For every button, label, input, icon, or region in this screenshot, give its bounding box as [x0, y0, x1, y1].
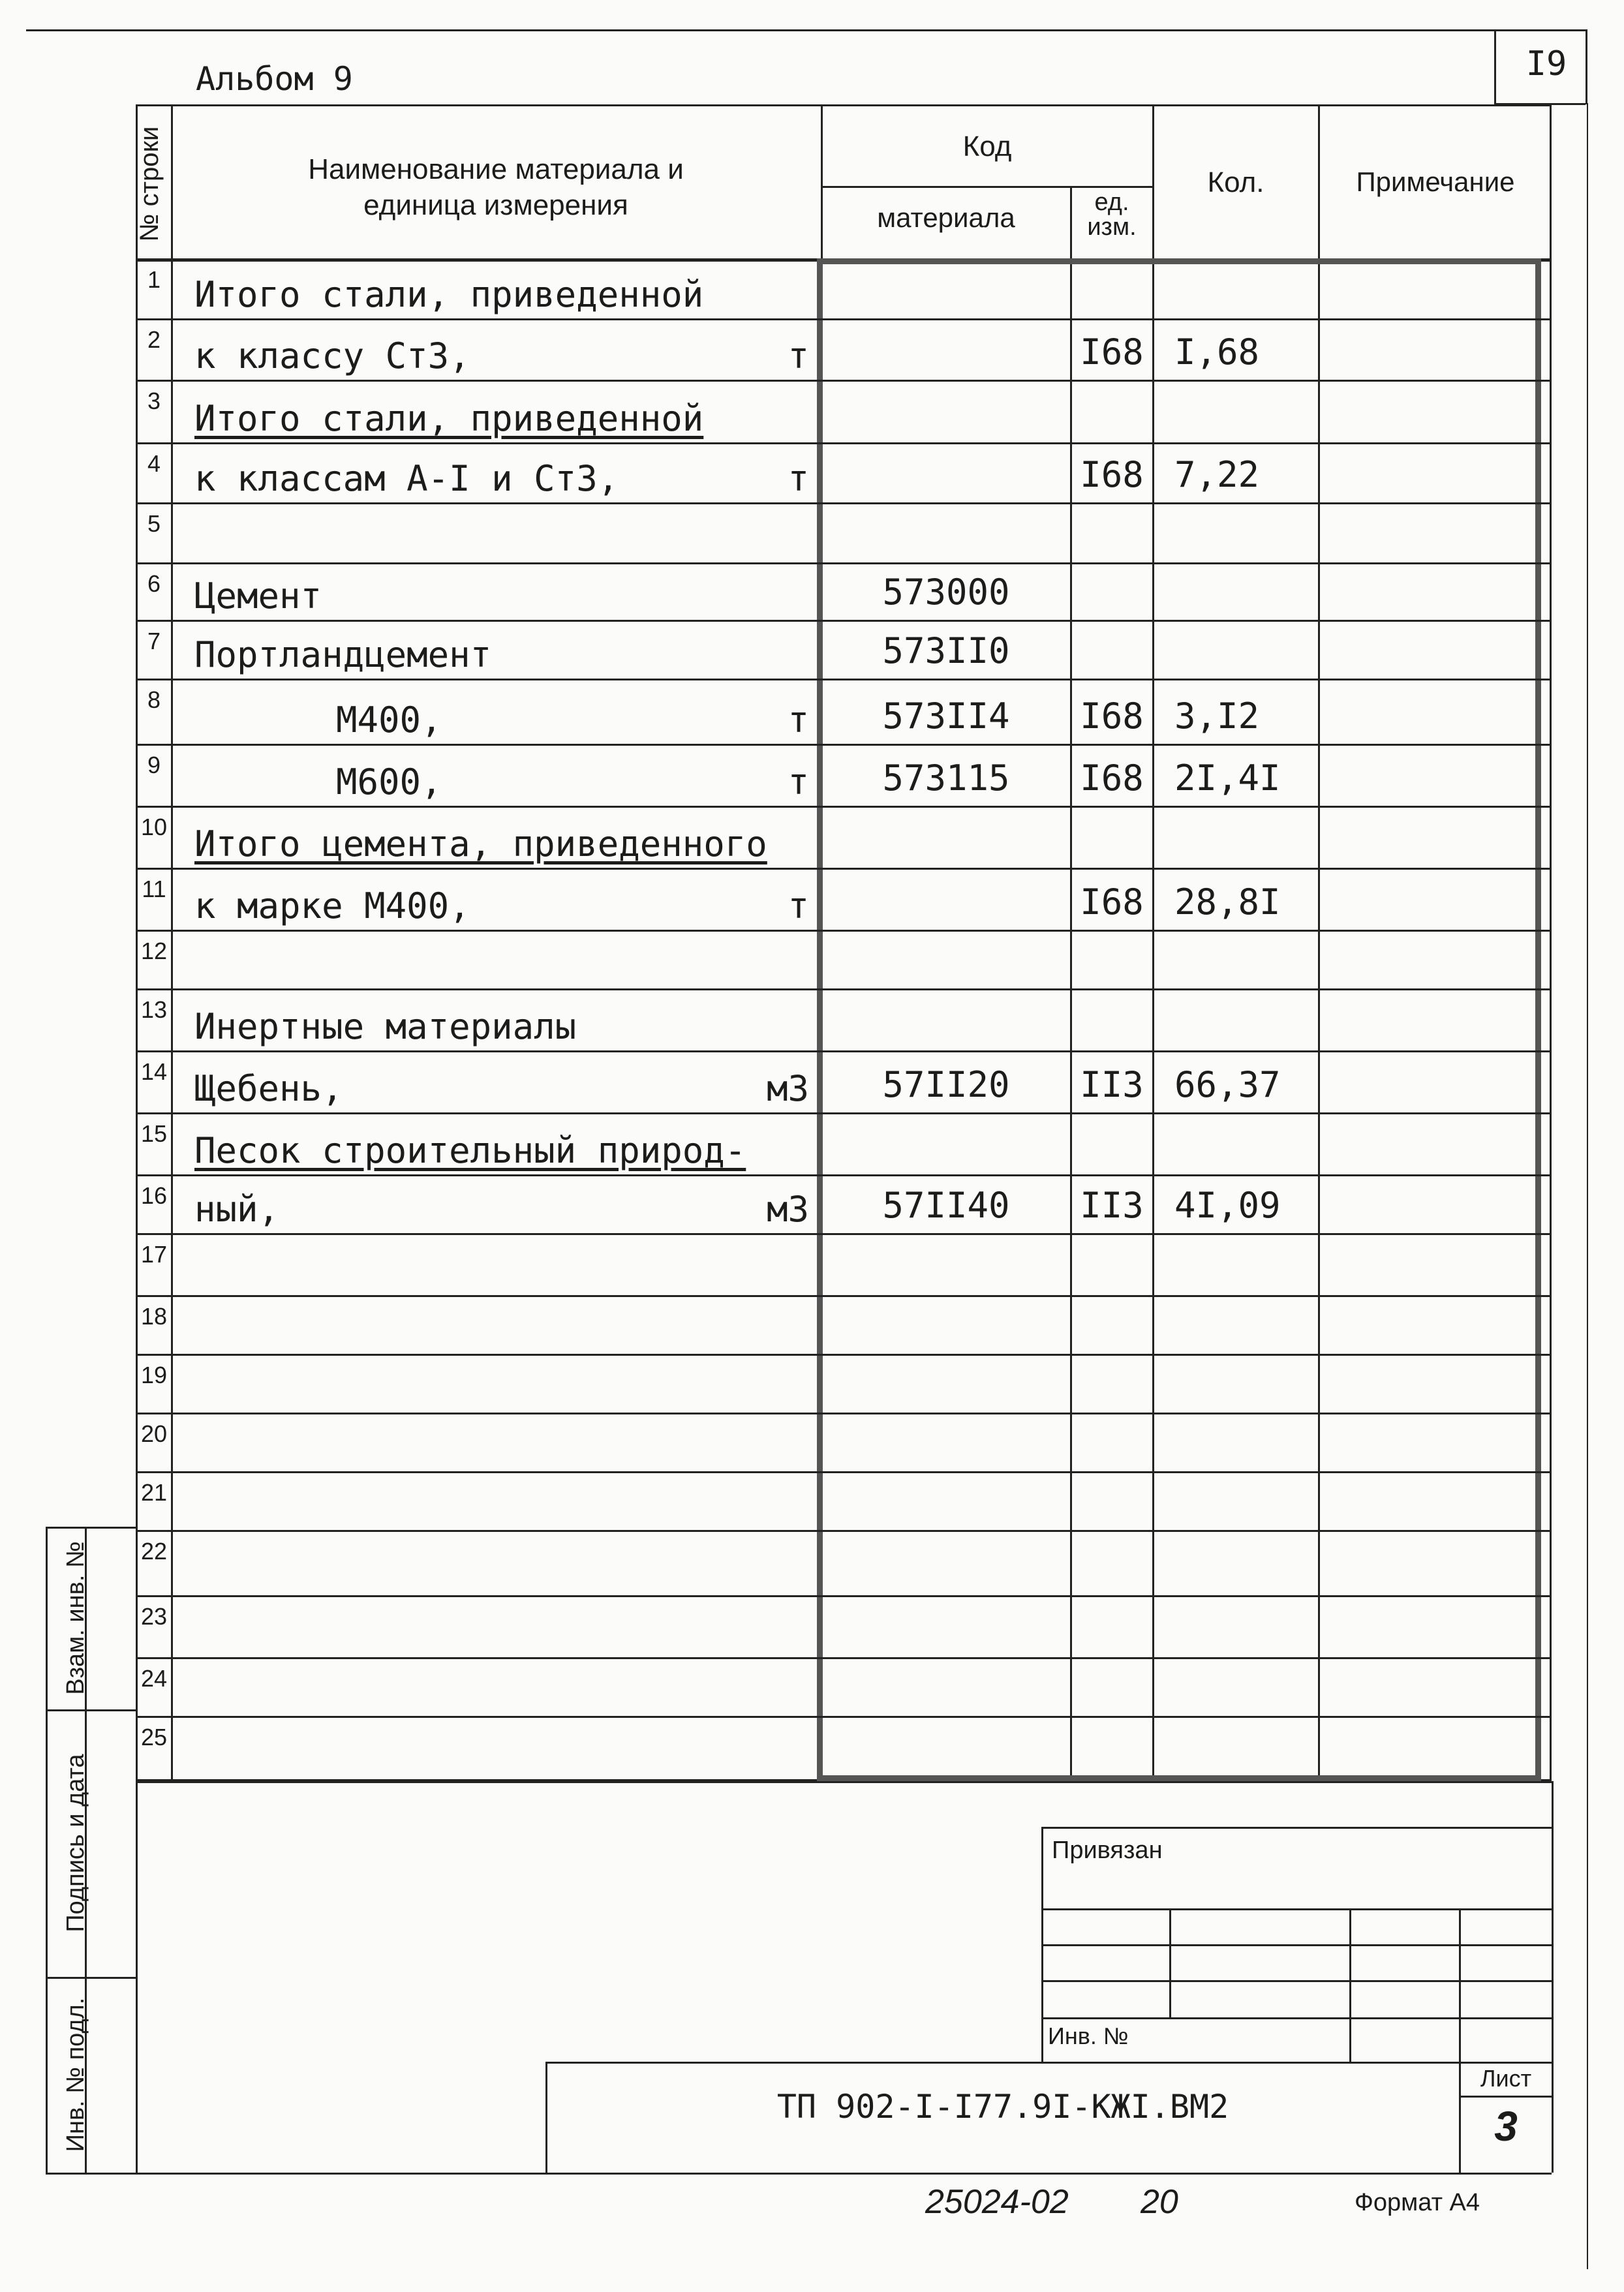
header-material: материала — [877, 202, 1015, 233]
row-number: 3 — [147, 388, 161, 414]
row-name: Песок строительный природ- — [194, 1130, 746, 1171]
row-number: 12 — [140, 938, 168, 964]
row-number: 15 — [140, 1120, 168, 1147]
row-name: Инертные материалы — [194, 1006, 577, 1047]
row-material-code: 573II4 — [882, 695, 1010, 737]
row-unit-code: II3 — [1080, 1064, 1144, 1105]
row-unit: т — [788, 699, 809, 741]
stamp-list-number: 3 — [1494, 2103, 1518, 2150]
row-unit-code: I68 — [1080, 454, 1144, 495]
row-unit-code: I68 — [1080, 881, 1144, 923]
row-name: Итого стали, приведенной — [194, 398, 704, 439]
header-note: Примечание — [1356, 166, 1515, 197]
row-material-code: 573II0 — [882, 630, 1010, 671]
row-quantity: 2I,4I — [1174, 757, 1281, 799]
row-unit: м3 — [766, 1068, 809, 1109]
stamp-list-label: Лист — [1480, 2065, 1532, 2092]
row-note — [1321, 1233, 1549, 1295]
row-number: 11 — [142, 876, 166, 902]
row-material-code: 573000 — [882, 572, 1010, 613]
row-note — [1321, 1716, 1549, 1781]
row-material-code: 57II20 — [882, 1064, 1010, 1105]
row-number: 20 — [140, 1420, 168, 1447]
row-name: ный, — [194, 1189, 280, 1230]
row-number: 24 — [140, 1665, 168, 1692]
row-note — [1321, 258, 1549, 318]
row-number: 17 — [140, 1241, 168, 1268]
row-note — [1321, 1050, 1549, 1112]
stamp-privyazan: Привязан — [1052, 1837, 1163, 1864]
row-number: 1 — [147, 266, 161, 293]
row-note — [1321, 1354, 1549, 1413]
row-quantity: 7,22 — [1174, 454, 1260, 495]
header-code: Код — [962, 130, 1012, 162]
row-name: М600, — [336, 761, 442, 802]
row-unit: т — [788, 335, 809, 376]
row-number: 7 — [147, 628, 161, 654]
row-note — [1321, 930, 1549, 988]
row-note — [1321, 1174, 1549, 1233]
header-qty: Кол. — [1207, 166, 1264, 198]
row-name: к классам А-I и Ст3, — [194, 458, 619, 499]
row-name: Щебень, — [194, 1068, 343, 1109]
row-note — [1321, 1471, 1549, 1530]
stamp-inv-no: Инв. № — [1048, 2023, 1129, 2049]
row-name: Итого стали, приведенной — [194, 274, 704, 315]
row-note — [1321, 442, 1549, 502]
row-name: Итого цемента, приведенного — [194, 823, 767, 864]
header-name-line2: единица измерения — [363, 189, 628, 221]
row-unit-code: I68 — [1080, 695, 1144, 737]
row-unit-code: I68 — [1080, 757, 1144, 799]
row-quantity: 66,37 — [1174, 1064, 1281, 1105]
row-note — [1321, 806, 1549, 868]
page-number: I9 — [1525, 44, 1567, 84]
row-number: 13 — [140, 996, 168, 1023]
row-number: 10 — [140, 814, 168, 840]
row-note — [1321, 679, 1549, 744]
row-unit: м3 — [766, 1189, 809, 1230]
row-number: 22 — [140, 1538, 168, 1565]
row-unit: т — [788, 458, 809, 499]
header-name-line1: Наименование материала и — [308, 153, 684, 185]
row-quantity: I,68 — [1174, 331, 1260, 373]
row-note — [1321, 380, 1549, 442]
row-number: 16 — [140, 1182, 168, 1209]
row-number: 23 — [140, 1603, 168, 1630]
row-note — [1321, 1295, 1549, 1354]
footer-archive-number: 25024-02 — [925, 2183, 1069, 2221]
album-label: Альбом 9 — [196, 60, 353, 98]
header-unit-line2: изм. — [1087, 213, 1137, 241]
row-material-code: 57II40 — [882, 1185, 1010, 1226]
row-note — [1321, 868, 1549, 930]
row-note — [1321, 1657, 1549, 1716]
row-note — [1321, 620, 1549, 679]
row-note — [1321, 1413, 1549, 1471]
row-number: 25 — [140, 1724, 168, 1750]
row-note — [1321, 1112, 1549, 1174]
row-name: Цемент — [194, 575, 322, 617]
row-note — [1321, 1530, 1549, 1595]
row-number: 14 — [140, 1058, 168, 1085]
row-note — [1321, 1595, 1549, 1657]
row-number: 8 — [147, 686, 161, 713]
row-quantity: 28,8I — [1174, 881, 1281, 923]
row-note — [1321, 562, 1549, 620]
header-row-number: № строки — [135, 126, 164, 242]
row-note — [1321, 318, 1549, 380]
side-podpis-data: Подпись и дата — [62, 1754, 89, 1933]
row-number: 5 — [147, 510, 161, 537]
row-number: 2 — [147, 326, 161, 353]
row-name: Портландцемент — [194, 634, 492, 675]
row-number: 21 — [140, 1479, 168, 1506]
side-inv-podl: Инв. № подл. — [62, 1997, 89, 2152]
row-quantity: 4I,09 — [1174, 1185, 1281, 1226]
row-number: 6 — [147, 570, 161, 597]
header-unit-line1: ед. — [1094, 189, 1129, 216]
footer-archive-page: 20 — [1141, 2183, 1178, 2221]
side-vzam-inv: Взам. инв. № — [62, 1541, 89, 1695]
row-name: к марке М400, — [194, 885, 470, 926]
row-note — [1321, 744, 1549, 806]
row-note — [1321, 988, 1549, 1050]
row-number: 9 — [147, 752, 161, 778]
row-number: 19 — [140, 1362, 168, 1388]
row-number: 18 — [140, 1303, 168, 1330]
row-note — [1321, 502, 1549, 562]
footer-format: Формат А4 — [1355, 2189, 1480, 2216]
row-name: к классу Ст3, — [194, 335, 470, 376]
row-unit-code: II3 — [1080, 1185, 1144, 1226]
row-unit-code: I68 — [1080, 331, 1144, 373]
stamp-designation: ТП 902-I-I77.9I-КЖI.ВМ2 — [776, 2088, 1229, 2126]
row-name: М400, — [336, 699, 442, 741]
row-material-code: 573115 — [882, 757, 1010, 799]
row-number: 4 — [147, 450, 161, 477]
row-quantity: 3,I2 — [1174, 695, 1260, 737]
row-unit: т — [788, 885, 809, 926]
row-unit: т — [788, 761, 809, 802]
